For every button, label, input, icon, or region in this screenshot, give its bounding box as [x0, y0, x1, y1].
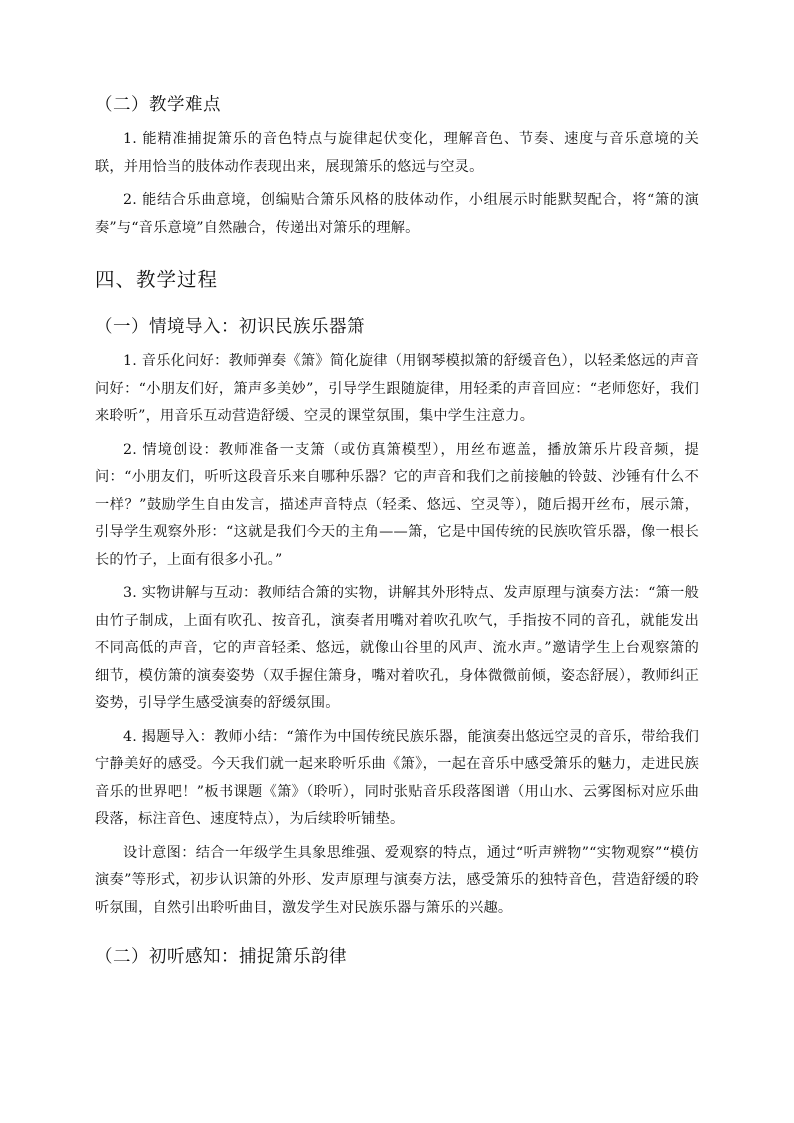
- paragraph-design-intent: 设计意图：结合一年级学生具象思维强、爱观察的特点，通过“听声辨物”“实物观察”“模仿演奏”等形式，初步认识箫的外形、发声原理与演奏方法，感受箫乐的独特音色，营造舒缓的聆听氛围，自然引出聆听曲目，激发学生对民族乐器与箫乐的兴趣。: [95, 844, 699, 916]
- section-heading-teaching-difficulty: （二）教学难点: [95, 95, 221, 115]
- paragraph-difficulty-2: 2. 能结合乐曲意境，创编贴合箫乐风格的肢体动作，小组展示时能默契配合，将“箫的演奏”与“音乐意境”自然融合，传递出对箫乐的理解。: [95, 192, 699, 236]
- paragraph-intro-4: 4. 揭题导入：教师小结：“箫作为中国传统民族乐器，能演奏出悠远空灵的音乐，带给我们宁静美好的感受。今天我们就一起来聆听乐曲《箫》，一起在音乐中感受箫乐的魅力，走进民族音乐的世界吧！”板书课题《箫》（聆听），同时张贴音乐段落图谱（用山水、云雾图标对应乐曲段落，标注音色、速度特点），为后续聆听铺垫。: [95, 728, 699, 827]
- document-page: [95, 92, 699, 970]
- section-heading-first-listening: （二）初听感知：捕捉箫乐韵律: [95, 947, 347, 967]
- chapter-heading-teaching-process: 四、教学过程: [95, 268, 219, 291]
- paragraph-difficulty-1: 1. 能精准捕捉箫乐的音色特点与旋律起伏变化，理解音色、节奏、速度与音乐意境的关联，并用恰当的肢体动作表现出来，展现箫乐的悠远与空灵。: [95, 131, 699, 175]
- section-heading-introduction: （一）情境导入：初识民族乐器箫: [95, 317, 365, 337]
- paragraph-intro-3: 3. 实物讲解与互动：教师结合箫的实物，讲解其外形特点、发声原理与演奏方法：“箫一般由竹子制成，上面有吹孔、按音孔，演奏者用嘴对着吹孔吹气，手指按不同的音孔，就能发出不同高低的声音，它的声音轻柔、悠远，就像山谷里的风声、流水声。”邀请学生上台观察箫的细节，模仿箫的演奏姿势（双手握住箫身，嘴对着吹孔，身体微微前倾，姿态舒展），教师纠正姿势，引导学生感受演奏的舒缓氛围。: [95, 585, 699, 711]
- paragraph-intro-2: 2. 情境创设：教师准备一支箫（或仿真箫模型），用丝布遮盖，播放箫乐片段音频，提问：“小朋友们，听听这段音乐来自哪种乐器？它的声音和我们之前接触的铃鼓、沙锤有什么不一样？”鼓励学生自由发言，描述声音特点（轻柔、悠远、空灵等），随后揭开丝布，展示箫，引导学生观察外形：“这就是我们今天的主角——箫，它是中国传统的民族吹管乐器，像一根长长的竹子，上面有很多小孔。”: [95, 441, 699, 568]
- paragraph-intro-1: 1. 音乐化问好：教师弹奏《箫》简化旋律（用钢琴模拟箫的舒缓音色），以轻柔悠远的声音问好：“小朋友们好，箫声多美妙”，引导学生跟随旋律，用轻柔的声音回应：“老师您好，我们来聆听”，用音乐互动营造舒缓、空灵的课堂氛围，集中学生注意力。: [95, 353, 699, 424]
